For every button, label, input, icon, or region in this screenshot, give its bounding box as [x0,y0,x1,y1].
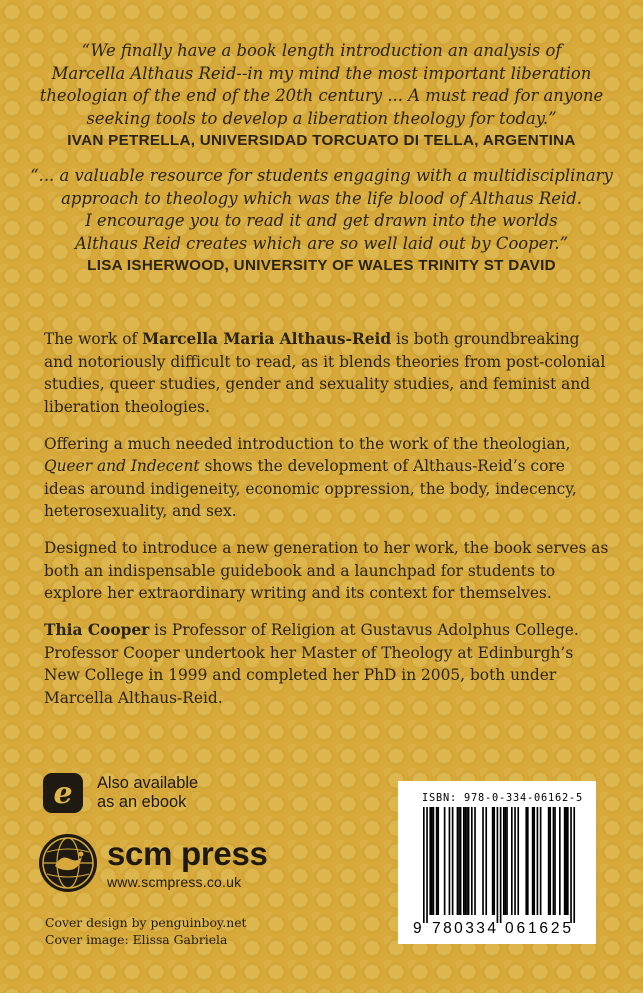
barcode-bar-37 [548,807,550,915]
barcode-bar-11 [458,807,460,915]
barcode-bar-3 [431,807,433,915]
endorsement-attribution-1: IVAN PETRELLA, UNIVERSIDAD TORCUATO DI TELLA, ARGENTINA [67,132,576,149]
barcode-bar-8 [449,807,451,915]
barcode-bar-28 [511,807,513,915]
barcode-bar-46 [573,807,575,923]
description-paragraph-2: Offering a much needed introduction to the work of the theologian, Queer and Indecent shows the development of Althaus-Reid’s core ideas around indigeneity, economic oppression, the body, indecency, heterosexuality, and sex. [44,434,577,520]
barcode-bar-1 [426,807,428,923]
barcode-left-digits: 780334 [432,920,496,937]
barcode-bar-19 [482,807,484,915]
description-paragraph-3: Designed to introduce a new generation to her work, the book serves as both an indispensable guidebook and a launchpad for students to explore her extraordinary writing and its context for themselves. [44,539,609,602]
cover-credits [45,914,247,948]
isbn-barcode [398,781,596,944]
barcode-graphic [413,807,583,940]
barcode-bar-4 [433,807,435,915]
barcode-bar-27 [506,807,508,915]
isbn-label: ISBN: 978-0-334-06162-5 [422,792,583,804]
barcode-bar-17 [471,807,473,915]
author-name: Thia Cooper [44,621,150,639]
barcode-bar-26 [505,807,507,915]
publisher-name: scm press [107,834,268,872]
ebook-availability [43,773,198,813]
barcode-bar-9 [452,807,454,915]
book-title: Queer and Indecent [44,457,200,475]
endorsement-attribution-2: LISA ISHERWOOD, UNIVERSITY OF WALES TRINITY ST DAVID [87,257,556,274]
barcode-bar-23 [497,807,499,923]
barcode-bar-43 [565,807,567,915]
barcode-bar-41 [559,807,561,915]
barcode-bar-38 [549,807,551,915]
barcode-bar-24 [500,807,502,923]
endorsement-quote-1: “We finally have a book length introduction an analysis of Marcella Althaus Reid--in my mind the most important liberation theologian of the end of the 20th century ... A must read for anyone seeking tools to develop a liberation theology for today.” [39,41,604,128]
barcode-bar-21 [492,807,494,915]
barcode-bar-5 [436,807,438,915]
barcode-bar-30 [517,807,519,915]
author-bio: Thia Cooper is Professor of Religion at Gustavus Adolphus College. Professor Cooper undertook her Master of Theology at Edinburgh’s New College in 1999 and completed her PhD in 2005, both under Marcella Althaus-Reid. [44,621,579,707]
barcode-bar-29 [514,807,516,915]
barcode-bar-0 [423,807,425,923]
endorsements [30,40,613,276]
barcode-bar-33 [532,807,534,915]
barcode-bar-13 [463,807,465,915]
barcode-bar-34 [533,807,535,915]
barcode-bar-35 [537,807,539,915]
cover-design-credit: Cover design by penguinboy.net [45,915,247,930]
ebook-text: Also available as an ebook [97,774,199,811]
ebook-e-icon: e [43,773,83,813]
barcode-bar-42 [564,807,566,915]
barcode-bar-12 [460,807,462,915]
book-description [44,328,609,724]
barcode-bar-40 [554,807,556,915]
barcode-first-digit: 9 [413,920,422,937]
endorsement-quote-2: “... a valuable resource for students engaging with a multidisciplinary approach to theology which was the life blood of Althaus Reid. I encourage you to read it and get drawn into the worlds Althaus Reid creates which are so well laid out by Cooper.” [30,166,613,253]
description-paragraph-1: The work of Marcella Maria Althaus-Reid is both groundbreaking and notoriously difficult to read, as it blends theories from post-colonial studies, queer studies, gender and sexuality studies, and feminist and liberation theologies. [44,330,606,416]
barcode-bars [423,807,575,923]
barcode-bar-45 [570,807,572,923]
barcode-bar-14 [465,807,467,915]
publisher-url: www.scmpress.co.uk [107,873,242,890]
barcode-bar-32 [527,807,529,915]
barcode-bar-15 [466,807,468,915]
barcode-bar-25 [503,807,505,915]
barcode-bar-16 [468,807,470,915]
barcode-bar-22 [493,807,495,915]
subject-name: Marcella Maria Althaus-Reid [142,330,392,348]
barcode-bar-10 [457,807,459,915]
publisher-block [37,832,268,894]
barcode-bar-44 [567,807,569,915]
barcode-bar-7 [444,807,446,915]
barcode-bar-36 [540,807,542,915]
cover-image-credit: Cover image: Elissa Gabriela [45,932,228,947]
scm-globe-logo [37,832,99,894]
barcode-bar-2 [429,807,431,915]
barcode-bar-6 [437,807,439,915]
barcode-bar-18 [474,807,476,915]
barcode-bar-20 [485,807,487,915]
barcode-bar-39 [553,807,555,915]
barcode-right-digits: 061625 [505,920,571,937]
barcode-bar-31 [525,807,527,915]
